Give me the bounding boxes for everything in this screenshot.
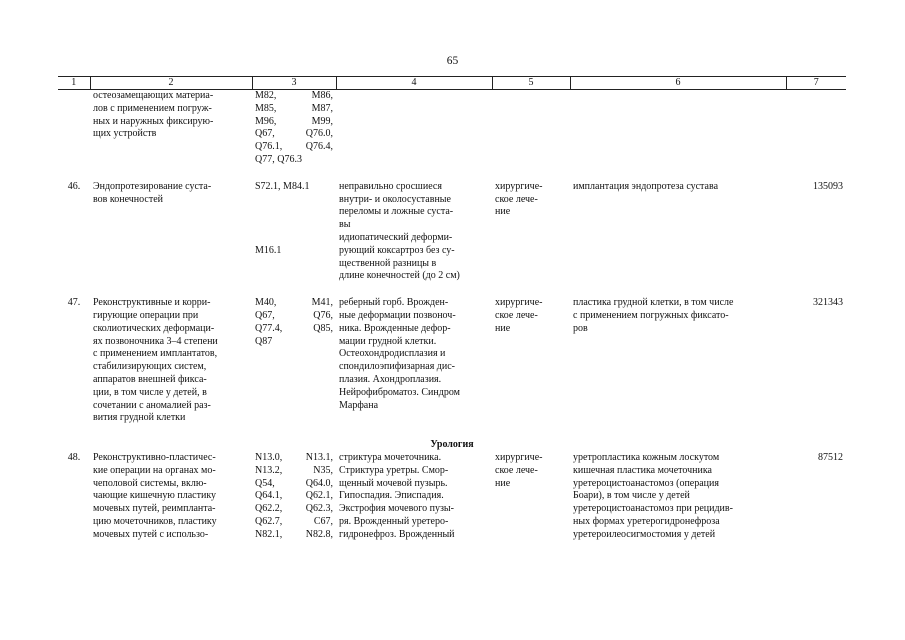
table-row-46: [58, 181, 846, 283]
icd-codes: N13.0, N13.1, N13.2, N35, Q54, Q64.0, Q64.1, Q62.1, Q62.2, Q62.3, Q62.7, C67, N82.1, N82.8,: [255, 451, 333, 540]
column-number: 5: [492, 77, 570, 90]
row-number: 48.: [67, 451, 81, 463]
section-title: Урология: [430, 439, 474, 451]
icd-codes: M40, M41, Q67, Q76, Q77.4, Q85, Q87: [255, 297, 333, 347]
treatment-type: хирургиче- ское лече- ние: [495, 451, 543, 489]
icd-codes: M82, M86, M85, M87, M96, M99, Q67, Q76.0, Q76.1, Q76.4, Q77, Q76.3: [255, 90, 333, 165]
column-number: 4: [336, 77, 492, 90]
cost-value: 87512: [818, 451, 843, 463]
column-number: 6: [570, 77, 786, 90]
column-number: 3: [252, 77, 336, 90]
procedure-name: Реконструктивно-пластичес- кие операции на органах мо- чеполовой системы, вклю- чающие кишечную пластику мочевых путей, реимпланта- цию мочеточников, пластику мочевых путей с использо-: [93, 451, 217, 540]
patient-model: неправильно сросшиеся внутри- и околосуставные переломы и ложные суста- вы идиопатический деформи- рующий коксартроз без су- щественной разницы в длине конечностей (до 2 см): [339, 180, 460, 282]
icd-codes: S72.1, M84.1 M16.1: [255, 180, 310, 256]
treatment-method: имплантация эндопротеза сустава: [573, 180, 719, 192]
column-number: 7: [786, 77, 846, 90]
row-number: 46.: [67, 180, 81, 192]
medical-care-table: [58, 76, 846, 542]
section-heading-row: [58, 439, 846, 452]
cost-value: 135093: [813, 180, 843, 192]
page-number: 65: [446, 55, 459, 67]
procedure-name: Реконструктивные и корри- гирующие операции при сколиотических деформаци- ях позвоночника 3–4 степени с применением имплантатов, стабилизирующих систем, аппаратов внешней фикса- ции, в том числе у детей, в сочетании с аномалией раз- вития грудной клетки: [93, 297, 218, 424]
patient-model: реберный горб. Врожден- ные деформации позвоноч- ника. Врожденные дефор- мации грудной клетки. Остеохондродисплазия и спондилоэпифизарная дис- плазия. Ахондроплазия. Нейрофиброматоз. Синдром Марфана: [339, 297, 460, 411]
table-row-47: [58, 297, 846, 425]
cost-value: 321343: [813, 297, 843, 309]
treatment-method: пластика грудной клетки, в том числе с применением погружных фиксато- ров: [573, 297, 734, 334]
procedure-name: Эндопротезирование суста- вов конечностей: [93, 180, 212, 205]
procedure-name: остеозамещающих материа- лов с применением погруж- ных и наружных фиксирую- щих устройств: [93, 90, 214, 140]
row-number: 47.: [67, 297, 81, 309]
column-number: 1: [58, 77, 90, 90]
patient-model: стриктура мочеточника. Стриктура уретры. Смор- щенный мочевой пузырь. Гипоспадия. Эписпадия. Экстрофия мочевого пузы- ря. Врожденный уретеро- гидронефроз. Врожденный: [339, 451, 455, 540]
table-row-continuation: [58, 90, 846, 167]
treatment-method: уретропластика кожным лоскутом кишечная пластика мочеточника уретероцистоанастомоз (операция Боари), в том числе у детей уретероцистоанастомоз при рецидив- ных формах уретерогидронефроза уретероилеосигмостомия у детей: [573, 451, 733, 540]
treatment-type: хирургиче- ское лече- ние: [495, 297, 543, 334]
treatment-type: хирургиче- ское лече- ние: [495, 180, 543, 218]
column-number-row: [58, 77, 846, 90]
table-row-48: [58, 452, 846, 542]
column-number: 2: [90, 77, 252, 90]
